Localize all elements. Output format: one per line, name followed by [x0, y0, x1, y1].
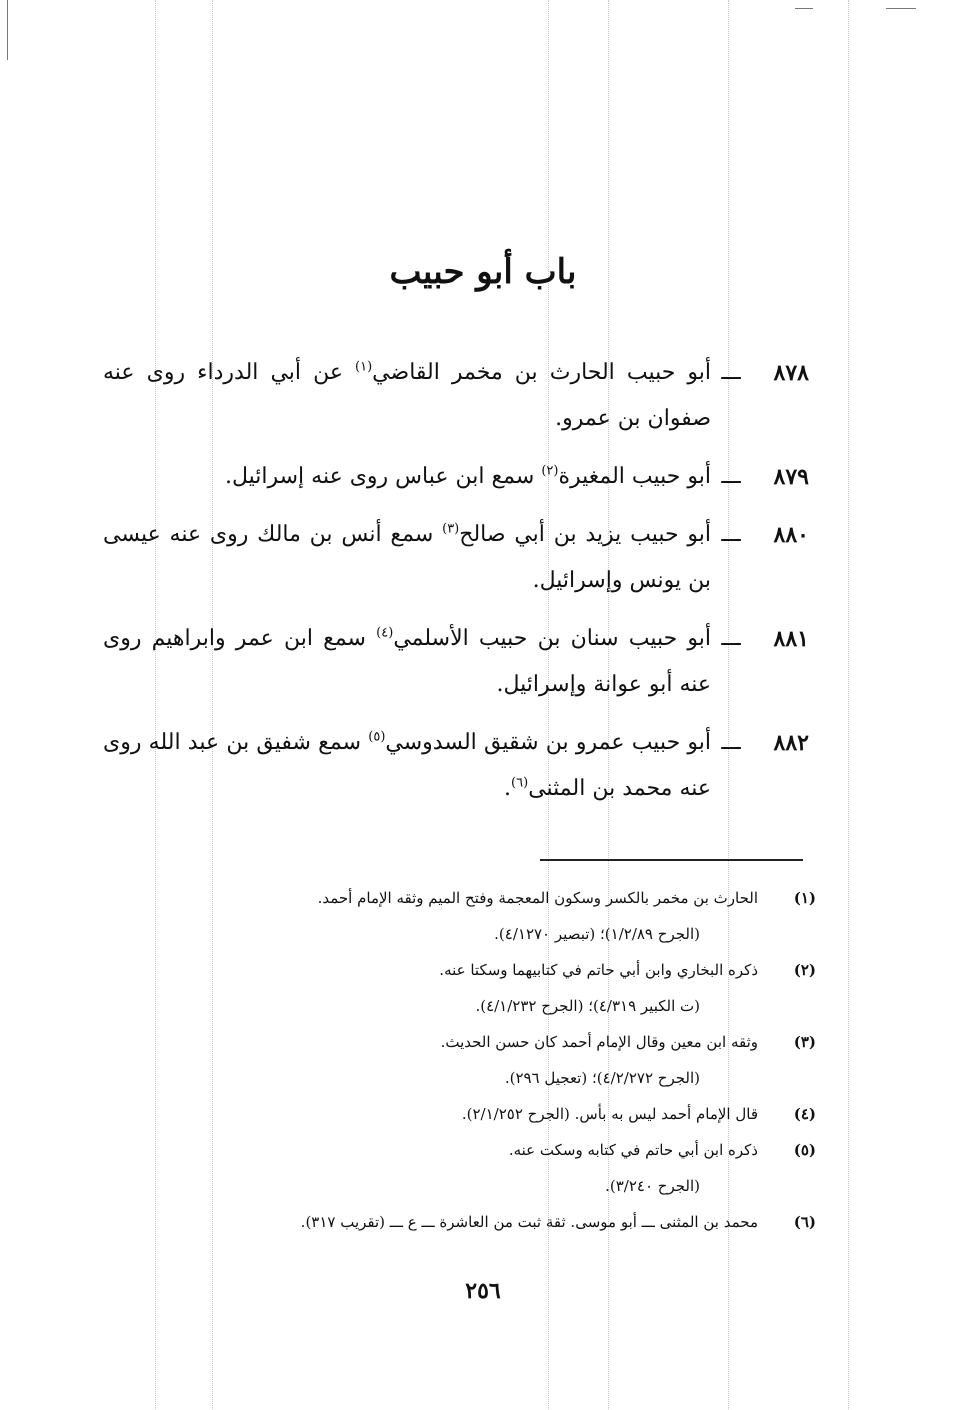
footnote-text	[220, 1204, 758, 1240]
footnote-reference: (الجرح ٣/٢٤٠).	[605, 1177, 700, 1195]
entry-dash: ـــ	[721, 626, 741, 651]
footnote-reference: (الجرح ٤/٢/٢٧٢)؛ (تعجيل ٢٩٦).	[504, 1069, 700, 1087]
footnote-text	[220, 1096, 758, 1132]
footnote-number: (٢)	[793, 961, 816, 979]
footnote-reference: (الجرح ١/٢/٨٩)؛ (تبصير ٤/١٢٧٠).	[494, 925, 700, 943]
footnote	[220, 1204, 816, 1240]
entry-text-part: عن أبي الدرداء روى عنه صفوان بن عمرو.	[103, 360, 711, 431]
entry-text	[103, 720, 711, 812]
entry-number: ٨٨٠	[773, 522, 809, 548]
entry-text-part: أبو حبيب يزيد بن أبي صالح	[459, 522, 711, 547]
footnote	[220, 1132, 816, 1204]
entry-text-part: أبو حبيب المغيرة	[558, 464, 711, 489]
footnote-ref: (٦)	[511, 775, 529, 791]
entry-text-part: سمع ابن عباس روى عنه إسرائيل.	[224, 464, 542, 489]
entry-dash: ـــ	[721, 360, 741, 385]
entries-list	[103, 350, 809, 824]
footnote-ref: (٥)	[368, 729, 386, 745]
footnote-text	[220, 1132, 758, 1204]
entry	[103, 454, 809, 500]
footnotes-list	[220, 880, 816, 1240]
footnote-text	[220, 880, 758, 952]
scan-corner-mark	[886, 8, 916, 9]
footnote-text	[220, 952, 758, 1024]
scan-guide-line	[848, 0, 849, 1410]
entry-number: ٨٨٢	[773, 730, 809, 756]
entry-text	[103, 616, 711, 708]
footnote-number: (٤)	[793, 1105, 816, 1123]
entry	[103, 616, 809, 708]
footnote-number: (٥)	[793, 1141, 816, 1159]
footnote	[220, 952, 816, 1024]
footnote-ref: (٢)	[541, 463, 559, 479]
entry	[103, 512, 809, 604]
entry-text	[103, 512, 711, 604]
entry	[103, 720, 809, 812]
entry-text-part: أبو حبيب عمرو بن شقيق السدوسي	[385, 730, 711, 755]
entry	[103, 350, 809, 442]
entry-text	[103, 454, 711, 500]
entry-text-part: أبو حبيب الحارث بن مخمر القاضي	[372, 360, 711, 385]
entry-text-part: سمع شفيق بن عبد الله روى عنه محمد بن المثنى	[103, 730, 711, 801]
footnote-ref: (١)	[355, 359, 373, 375]
page-title: باب أبو حبيب	[389, 252, 577, 292]
entry-text-part: سمع أنس بن مالك روى عنه عيسى بن يونس وإسرائيل.	[103, 522, 711, 593]
footnote-body: محمد بن المثنى ـــ أبو موسى. ثقة ثبت من العاشرة ـــ ع ـــ (تقريب ٣١٧).	[300, 1213, 758, 1231]
entry-text-part: سمع ابن عمر وابراهيم روى عنه أبو عوانة وإسرائيل.	[103, 626, 711, 697]
page-number: ٢٥٦	[465, 1278, 501, 1304]
entry-dash: ـــ	[721, 522, 741, 547]
footnote	[220, 880, 816, 952]
scan-corner-mark	[795, 8, 813, 9]
entry-text	[103, 350, 711, 442]
footnote-ref: (٣)	[442, 521, 460, 537]
entry-number: ٨٧٩	[773, 464, 809, 490]
footnote-body: ذكره البخاري وابن أبي حاتم في كتابيهما وسكتا عنه.	[439, 961, 758, 979]
entry-text-part: أبو حبيب سنان بن حبيب الأسلمي	[393, 626, 711, 651]
footnote-text	[220, 1024, 758, 1096]
footnote-ref: (٤)	[376, 625, 394, 641]
footnote-number: (٣)	[793, 1033, 816, 1051]
footnote-body: ذكره ابن أبي حاتم في كتابه وسكت عنه.	[508, 1141, 758, 1159]
footnote	[220, 1024, 816, 1096]
entry-dash: ـــ	[721, 464, 741, 489]
entry-text-part: .	[504, 776, 512, 801]
footnote-body: وثقه ابن معين وقال الإمام أحمد كان حسن الحديث.	[440, 1033, 758, 1051]
footnote-body: الحارث بن مخمر بالكسر وسكون المعجمة وفتح الميم وثقه الإمام أحمد.	[317, 889, 758, 907]
footnote	[220, 1096, 816, 1132]
footnote-divider	[540, 859, 803, 861]
footnote-reference: (ت الكبير ٤/٣١٩)؛ (الجرح ٤/١/٢٣٢).	[475, 997, 700, 1015]
footnote-body: قال الإمام أحمد ليس به بأس. (الجرح ٢/١/٢٥٢).	[461, 1105, 758, 1123]
entry-number: ٨٧٨	[773, 360, 809, 386]
entry-dash: ـــ	[721, 730, 741, 755]
entry-number: ٨٨١	[773, 626, 809, 652]
scan-edge-mark	[7, 0, 8, 60]
footnote-number: (١)	[793, 889, 816, 907]
footnote-number: (٦)	[793, 1213, 816, 1231]
